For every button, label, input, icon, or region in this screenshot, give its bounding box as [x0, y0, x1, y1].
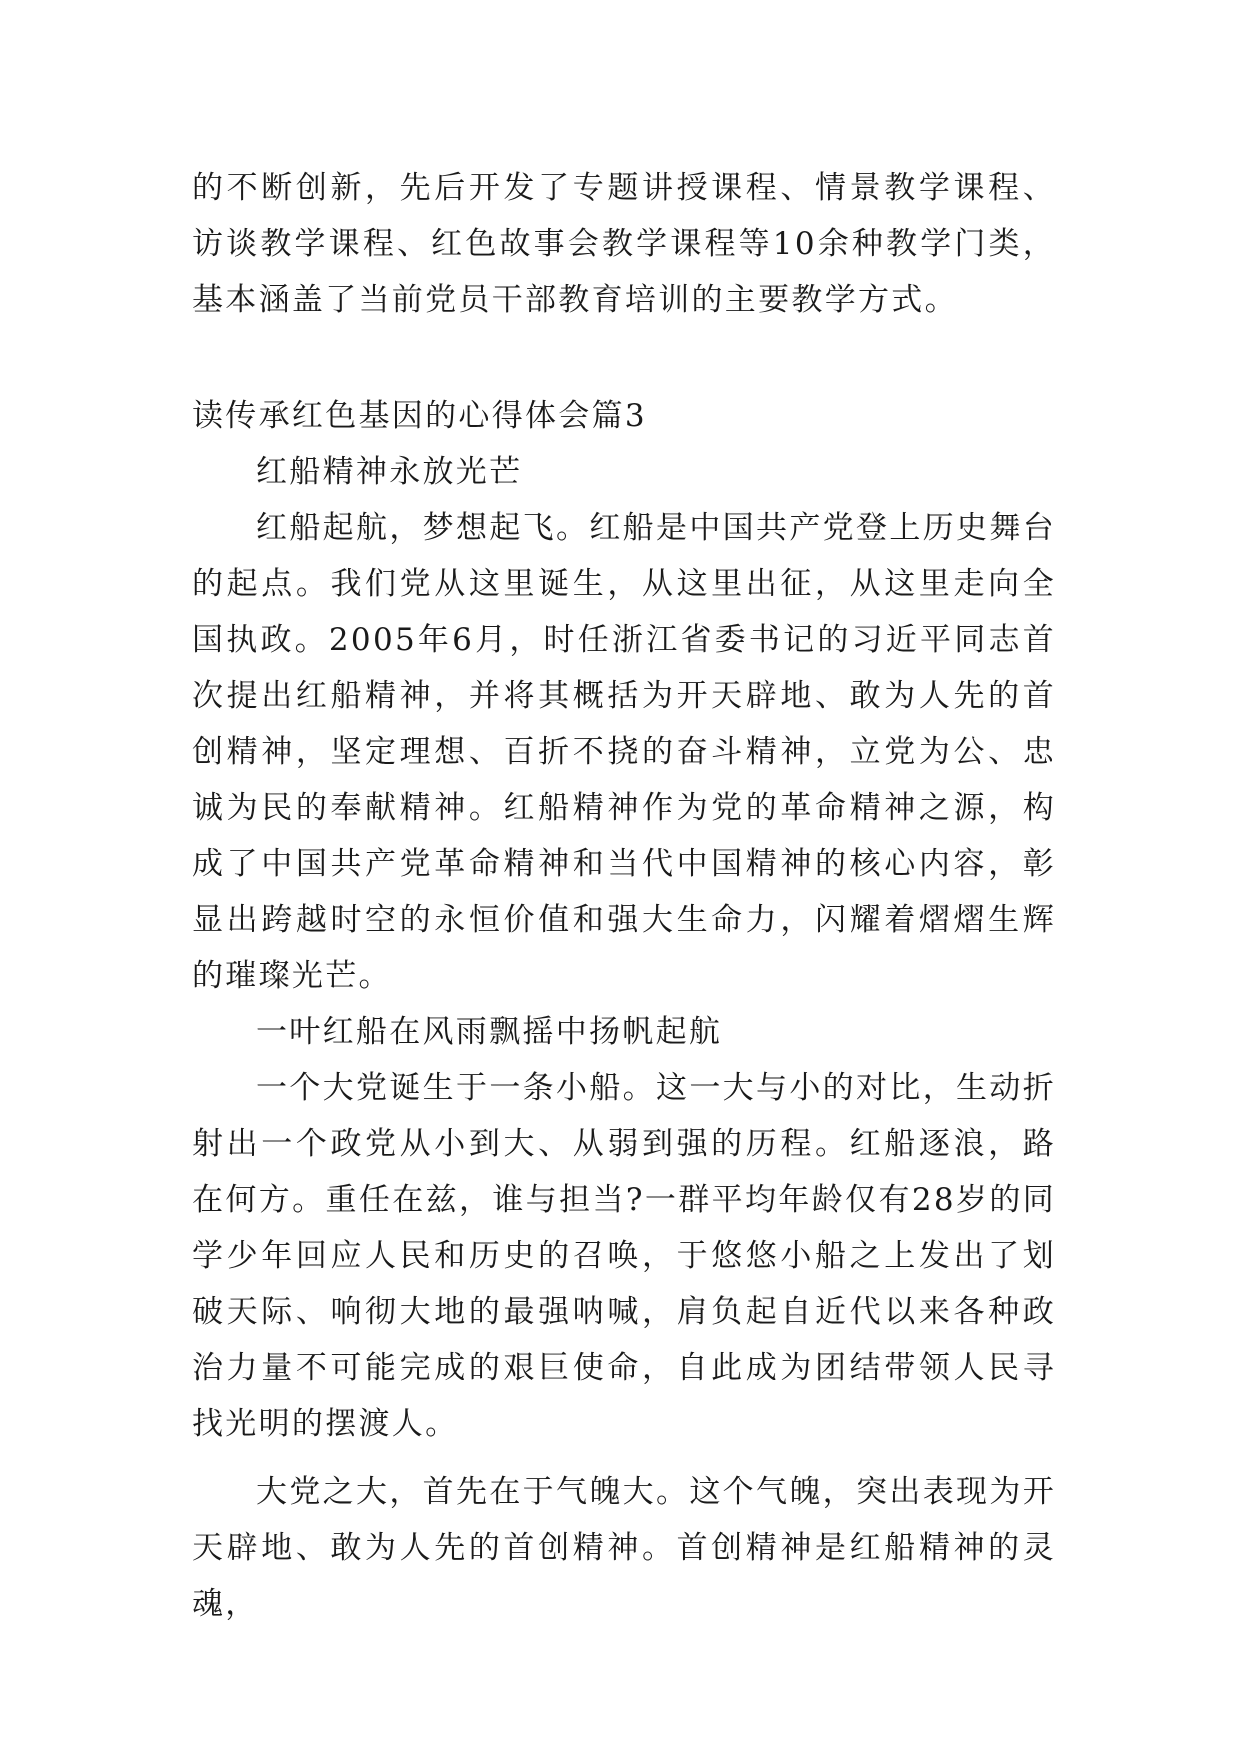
- document-body: [192, 160, 1056, 1632]
- paragraph-red-boat-origin: 红船起航，梦想起飞。红船是中国共产党登上历史舞台的起点。我们党从这里诞生，从这里出征，从这里走向全国执政。2005年6月，时任浙江省委书记的习近平同志首次提出红船精神，并将其概括为开天辟地、敢为人先的首创精神，坚定理想、百折不挠的奋斗精神，立党为公、忠诚为民的奉献精神。红船精神作为党的革命精神之源，构成了中国共产党革命精神和当代中国精神的核心内容，彰显出跨越时空的永恒价值和强大生命力，闪耀着熠熠生辉的璀璨光芒。: [192, 510, 1056, 994]
- paragraph-party-spirit: 大党之大，首先在于气魄大。这个气魄，突出表现为开天辟地、敢为人先的首创精神。首创精神是红船精神的灵魂，: [192, 1474, 1056, 1622]
- paragraph-continuation: 的不断创新，先后开发了专题讲授课程、情景教学课程、访谈教学课程、红色故事会教学课程等10余种教学门类，基本涵盖了当前党员干部教育培训的主要教学方式。: [192, 170, 1056, 318]
- subtitle-red-boat-spirit: 红船精神永放光芒: [256, 454, 523, 490]
- paragraph-big-party-small-boat: 一个大党诞生于一条小船。这一大与小的对比，生动折射出一个政党从小到大、从弱到强的历程。红船逐浪，路在何方。重任在兹，谁与担当?一群平均年龄仅有28岁的同学少年回应人民和历史的召唤，于悠悠小船之上发出了划破天际、响彻大地的最强呐喊，肩负起自近代以来各种政治力量不可能完成的艰巨使命，自此成为团结带领人民寻找光明的摆渡人。: [192, 1070, 1056, 1442]
- subtitle-red-boat-sails: 一叶红船在风雨飘摇中扬帆起航: [256, 1014, 723, 1050]
- section-title: 读传承红色基因的心得体会篇3: [192, 398, 647, 434]
